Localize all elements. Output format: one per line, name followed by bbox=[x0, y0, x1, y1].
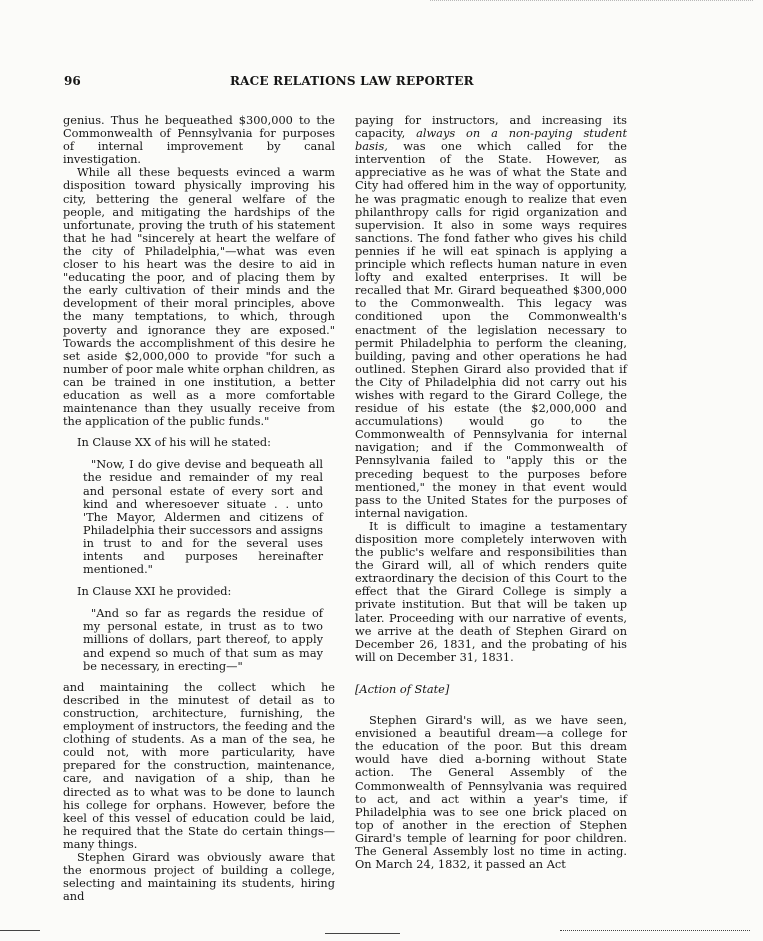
scan-bottom-rule bbox=[560, 930, 750, 931]
journal-title: RACE RELATIONS LAW REPORTER bbox=[230, 74, 474, 88]
text-run: was one which called for the intervention of the State. However, as appreciative as he was of what the State and City had offered him in the way of opportunity, he was pragmatic enough to realize that even philanthropy calls for rigid organization and supervision. It also in some ways requires sanctions. The fond father who gives his child pennies if he will eat spinach is applying a principle which reflects human nature in even lofty and exalted enterprises. It will be recalled that Mr. Girard bequeathed $300,000 to the Commonwealth. This legacy was conditioned upon the Commonwealth's enactment of the legislation necessary to permit Philadelphia to perform the cleaning, building, paving and other operations he had outlined. Stephen Girard also provided that if the City of Philadelphia did not carry out his wishes with regard to the Girard College, the residue of his estate (the $2,000,000 and accumulations) would go to the Commonwealth of Pennsylvania for internal navigation; and if the Commonwealth of Pennsylvania failed to "apply this or the preceding bequest to the purposes before mentioned," the money in that event would pass to the United States for the purposes of internal navigation. bbox=[355, 139, 627, 520]
paragraph: While all these bequests evinced a warm disposition toward physically improving his city, bettering the general welfare of the people, and mitigating the hardships of the unfortunate, proving the truth of his statement that he had "sincerely at heart the welfare of the city of Philadelphia,"—what was even closer to his heart was the desire to aid in "educating the poor, and of placing them by the early cultivation of their minds and the development of their moral principles, above the many temptations, to which, through poverty and ignorance they are exposed." Towards the accomplishment of this desire he set aside $2,000,000 to provide "for such a number of poor male white orphan children, as can be trained in one institution, a better education as well as a more comfortable maintenance than they usually receive from the application of the public funds." bbox=[63, 165, 335, 429]
scan-bottom-rule bbox=[325, 933, 400, 934]
paragraph: Stephen Girard was obviously aware that the enormous project of building a college, selecting and maintaining its students, hiring and bbox=[63, 849, 335, 904]
running-header bbox=[64, 74, 684, 94]
paragraph: It is difficult to imagine a testamentary disposition more completely interwoven with the public's welfare and responsibilities than the Girard will, all of which renders quite extraordinary the decision of this Court to the effect that the Girard College is simply a private institution. But that will be taken up later. Proceeding with our narrative of events, we arrive at the death of Stephen Girard on December 26, 1831, and the probating of his will on December 31, 1831. bbox=[355, 518, 627, 664]
page-number: 96 bbox=[64, 74, 81, 88]
scan-bottom-rule bbox=[0, 930, 40, 931]
italic-emphasis: always on a non-paying student basis, bbox=[355, 126, 628, 154]
paragraph: In Clause XXI he provided: bbox=[77, 584, 232, 599]
paragraph: In Clause XX of his will he stated: bbox=[77, 435, 271, 450]
left-column bbox=[63, 114, 335, 903]
block-quote: "Now, I do give devise and bequeath all the residue and remainder of my real and personal estate of every sort and kind and wheresoever situate . . unto 'The Mayor, Aldermen and citizens of Philadelphia their successors and assigns in trust to and for the several uses intents and purposes hereinafter mentioned." bbox=[83, 457, 323, 577]
scan-edge-dotted-line bbox=[430, 0, 753, 1]
paragraph: genius. Thus he bequeathed $300,000 to the Commonwealth of Pennsylvania for purposes of internal improvement by canal investigation. bbox=[63, 113, 335, 167]
right-column bbox=[355, 114, 627, 871]
text-run: paying for instructors, and increasing its capacity, bbox=[355, 113, 627, 141]
paragraph bbox=[355, 114, 627, 520]
paragraph: Stephen Girard's will, as we have seen, envisioned a beautiful dream—a college for the education of the poor. But this dream would have died a-borning without State action. The General Assembly of the Commonwealth of Pennsylvania was required to act, and act within a year's time, if Philadelphia was to see one brick placed on top of another in the erection of Stephen Girard's temple of learning for poor children. The General Assembly lost no time in acting. On March 24, 1832, it passed an Act bbox=[355, 713, 627, 872]
section-subheading: [Action of State] bbox=[355, 681, 450, 696]
block-quote: "And so far as regards the residue of my personal estate, in trust as to two millions of dollars, part thereof, to apply and expend so much of that sum as may be necessary, in erecting—" bbox=[83, 606, 323, 673]
paragraph: and maintaining the collect which he described in the minutest of detail as to construction, architecture, furnishing, the employment of instructors, the feeding and the clothing of students. As a man of the sea, he could not, with more particularity, have prepared for the construction, maintenance, care, and navigation of a ship, than he directed as to what was to be done to launch his college for orphans. However, before the keel of this vessel of education could be laid, he required that the State do certain things— many things. bbox=[63, 679, 335, 851]
